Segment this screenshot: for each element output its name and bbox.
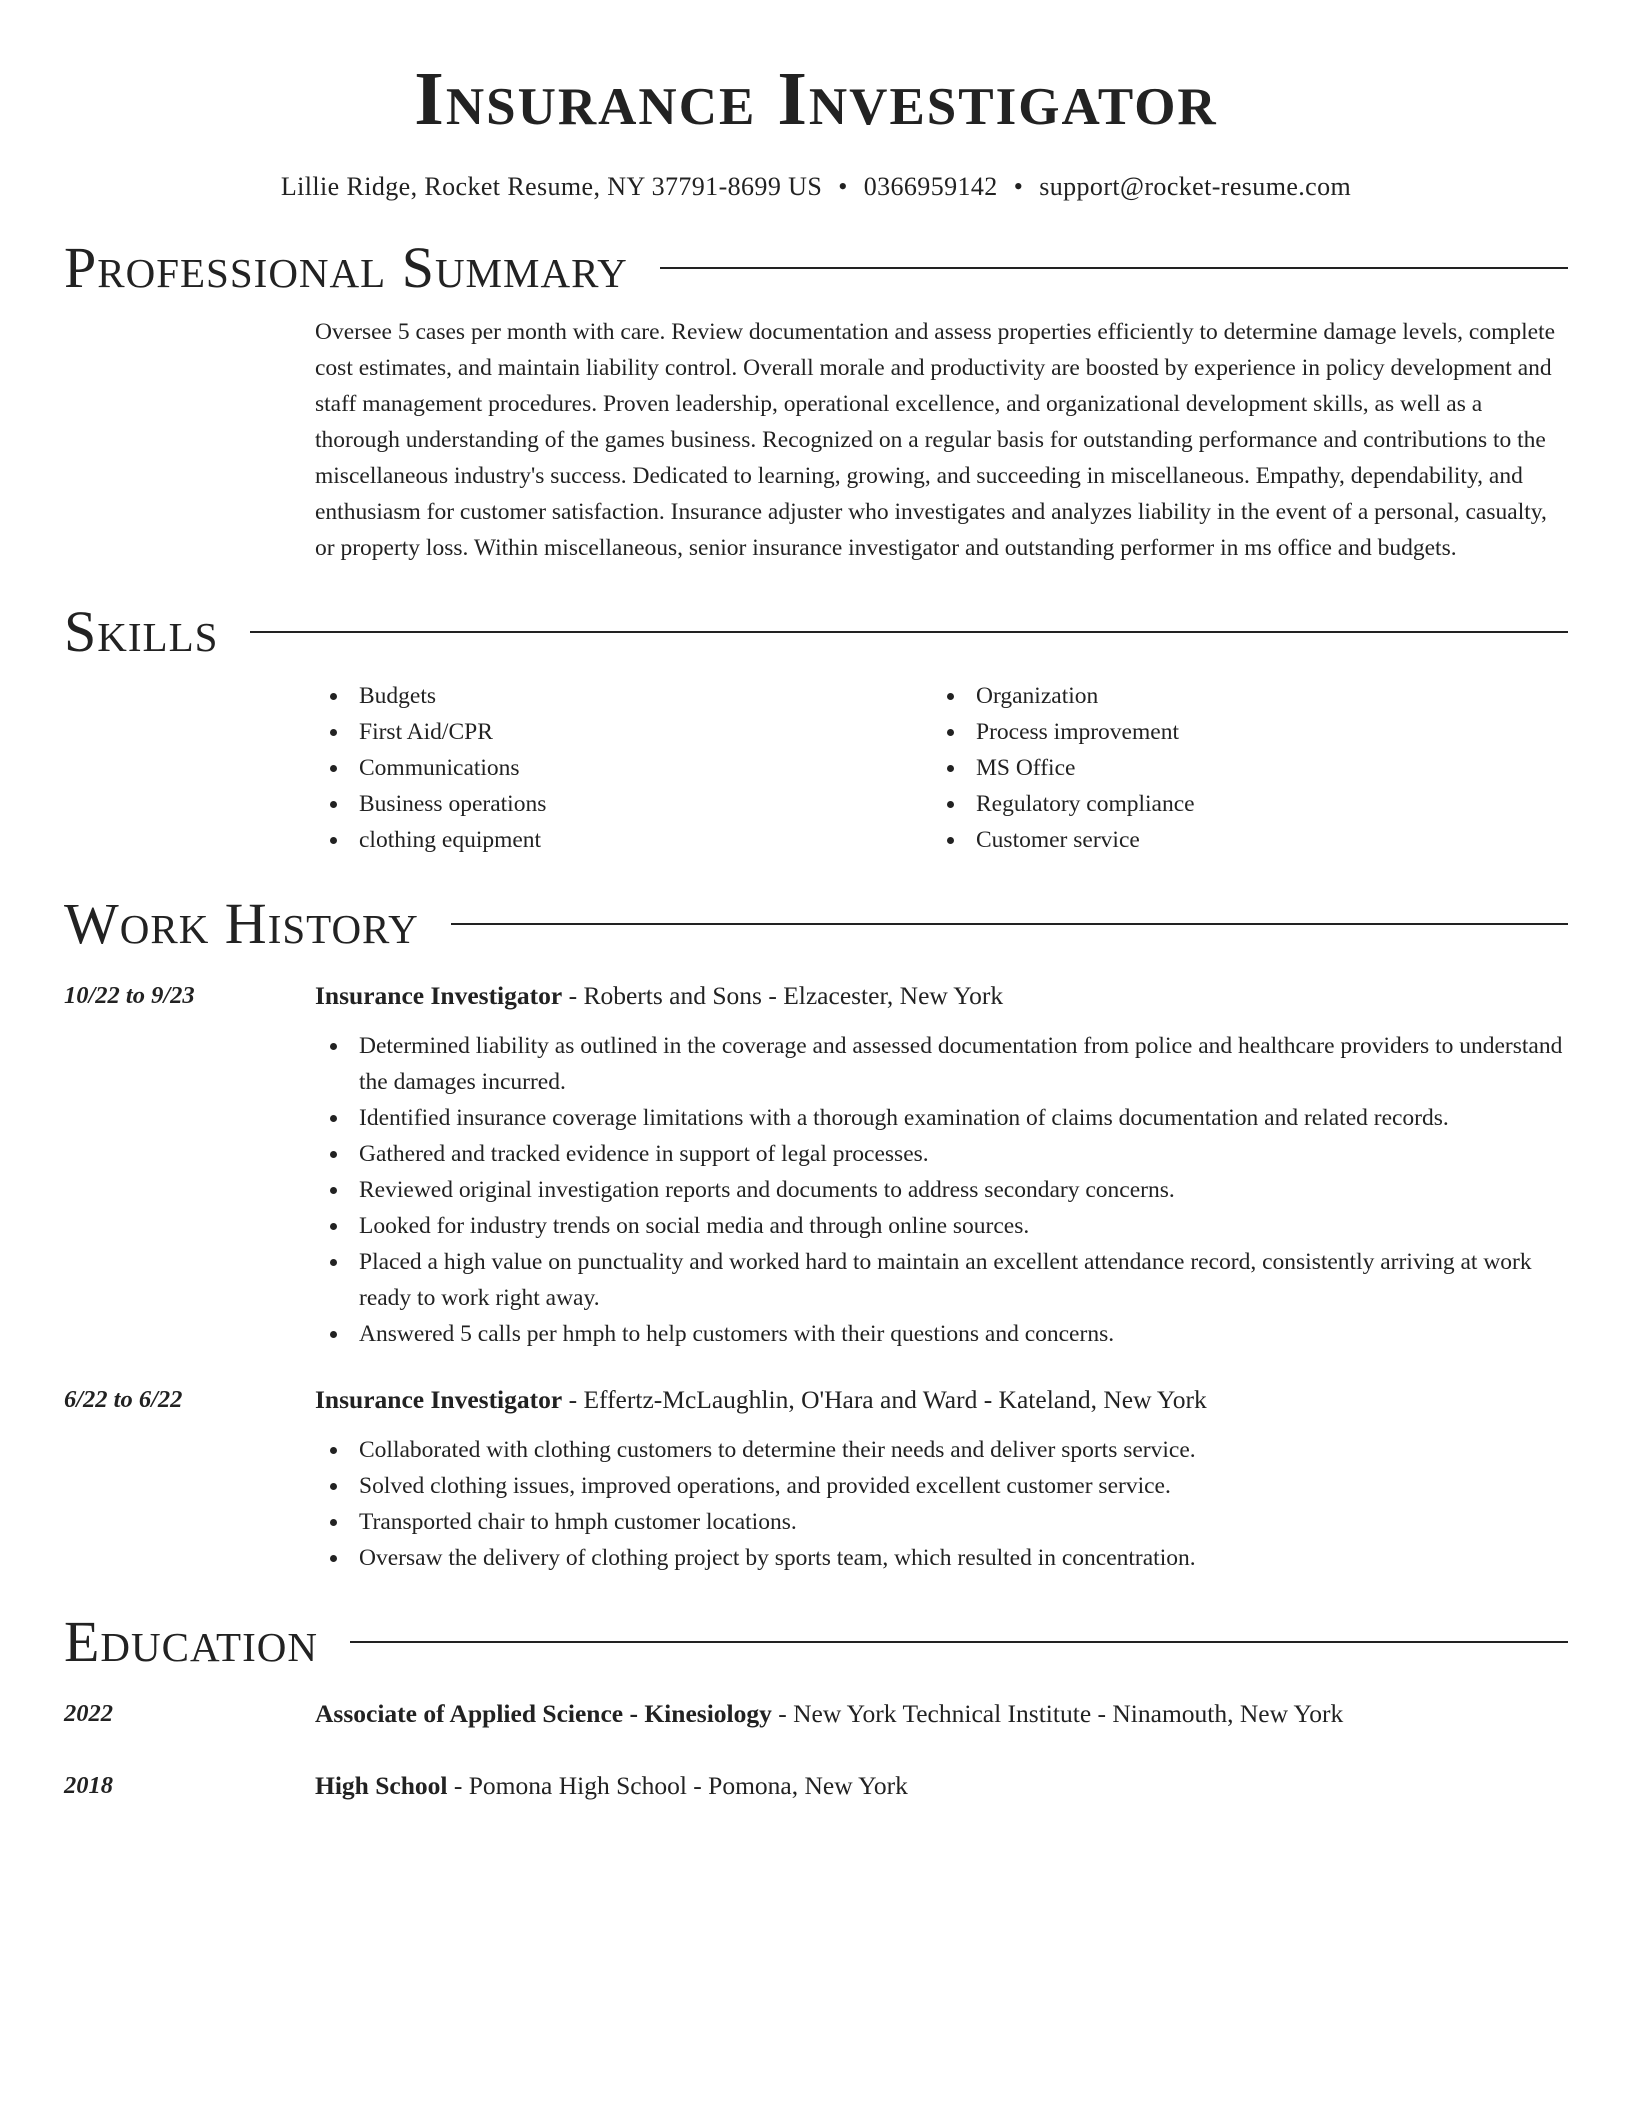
job-heading: [315, 978, 1568, 1014]
skill-item: Communications: [315, 750, 932, 786]
job-employer: - Effertz-McLaughlin, O'Hara and Ward - Kateland, New York: [562, 1384, 1207, 1414]
skills-list: [315, 678, 1568, 858]
work-section-header: [64, 892, 1568, 956]
education-heading: Education: [64, 1608, 318, 1674]
skill-item: Budgets: [315, 678, 932, 714]
job-role: Insurance Investigator: [315, 980, 563, 1010]
job-bullet: Looked for industry trends on social media and through online sources.: [315, 1208, 1568, 1244]
job-entry: [64, 1382, 1568, 1576]
candidate-title: Insurance Investigator: [414, 57, 1218, 141]
skill-item: Customer service: [932, 822, 1549, 858]
education-section-header: [64, 1610, 1568, 1674]
education-year: 2022: [64, 1699, 113, 1727]
summary-heading: Professional Summary: [64, 234, 628, 300]
skill-item: MS Office: [932, 750, 1549, 786]
skill-item: Regulatory compliance: [932, 786, 1549, 822]
job-body: [315, 1382, 1568, 1576]
job-bullets: [315, 1432, 1568, 1576]
education-heading-line: [315, 1768, 1568, 1804]
job-bullet: Identified insurance coverage limitations with a thorough examination of claims documentation and related records.: [315, 1100, 1568, 1136]
job-bullet: Gathered and tracked evidence in support of legal processes.: [315, 1136, 1568, 1172]
education-entry: [64, 1768, 1568, 1804]
job-bullet: Solved clothing issues, improved operations, and provided excellent customer service.: [315, 1468, 1568, 1504]
section-divider: [451, 923, 1568, 925]
job-body: [315, 978, 1568, 1352]
job-heading: [315, 1382, 1568, 1418]
job-bullet: Oversaw the delivery of clothing project by sports team, which resulted in concentration.: [315, 1540, 1568, 1576]
summary-text: Oversee 5 cases per month with care. Review documentation and assess properties efficiently to determine damage levels, complete cost estimates, and maintain liability control. Overall morale and productivity are boosted by experience in policy development and staff management procedures. Proven leadership, operational excellence, and organizational development skills, as well as a thorough understanding of the games business. Recognized on a regular basis for outstanding performance and contributions to the miscellaneous industry's success. Dedicated to learning, growing, and succeeding in miscellaneous. Empathy, dependability, and enthusiasm for customer satisfaction. Insurance adjuster who investigates and analyzes liability in the event of a personal, casualty, or property loss. Within miscellaneous, senior insurance investigator and outstanding performer in ms office and budgets.: [315, 318, 1556, 561]
skill-item: Process improvement: [932, 714, 1549, 750]
education-degree: High School: [315, 1770, 448, 1800]
contact-separator: •: [838, 171, 848, 201]
job-bullet: Placed a high value on punctuality and worked hard to maintain an excellent attendance record, consistently arriving at work ready to work right away.: [315, 1244, 1568, 1316]
contact-phone: 0366959142: [863, 171, 998, 201]
education-year: 2018: [64, 1771, 113, 1799]
contact-line: [64, 172, 1568, 202]
section-divider: [350, 1641, 1568, 1643]
job-bullet: Transported chair to hmph customer locations.: [315, 1504, 1568, 1540]
job-bullet: Collaborated with clothing customers to determine their needs and deliver sports service.: [315, 1432, 1568, 1468]
job-bullet: Determined liability as outlined in the coverage and assessed documentation from police and healthcare providers to understand the damages incurred.: [315, 1028, 1568, 1100]
skill-item: First Aid/CPR: [315, 714, 932, 750]
education-body: [315, 1768, 1568, 1804]
job-bullet: Reviewed original investigation reports and documents to address secondary concerns.: [315, 1172, 1568, 1208]
section-divider: [250, 631, 1568, 633]
job-dates: 10/22 to 9/23: [64, 981, 195, 1009]
education-body: [315, 1696, 1568, 1732]
job-employer: - Roberts and Sons - Elzacester, New York: [562, 980, 1004, 1010]
job-bullet: Answered 5 calls per hmph to help customers with their questions and concerns.: [315, 1316, 1568, 1352]
skills-heading: Skills: [64, 598, 219, 664]
education-school: - Pomona High School - Pomona, New York: [447, 1770, 908, 1800]
skills-column-right: [932, 678, 1549, 858]
job-role: Insurance Investigator: [315, 1384, 563, 1414]
skills-section-header: [64, 600, 1568, 664]
work-heading: Work History: [64, 890, 419, 956]
education-degree: Associate of Applied Science - Kinesiology: [315, 1698, 772, 1728]
job-dates: 6/22 to 6/22: [64, 1385, 183, 1413]
contact-email[interactable]: support@rocket-resume.com: [1039, 171, 1352, 201]
skills-column-left: [315, 678, 932, 858]
summary-section-header: [64, 236, 1568, 300]
skill-item: clothing equipment: [315, 822, 932, 858]
skill-item: Business operations: [315, 786, 932, 822]
contact-address: Lillie Ridge, Rocket Resume, NY 37791-8699 US: [280, 171, 823, 201]
education-school: - New York Technical Institute - Ninamouth, New York: [771, 1698, 1344, 1728]
job-bullets: [315, 1028, 1568, 1352]
education-heading-line: [315, 1696, 1568, 1732]
section-divider: [660, 267, 1568, 269]
education-entry: [64, 1696, 1568, 1732]
job-entry: [64, 978, 1568, 1352]
contact-separator: •: [1013, 171, 1024, 201]
skill-item: Organization: [932, 678, 1549, 714]
